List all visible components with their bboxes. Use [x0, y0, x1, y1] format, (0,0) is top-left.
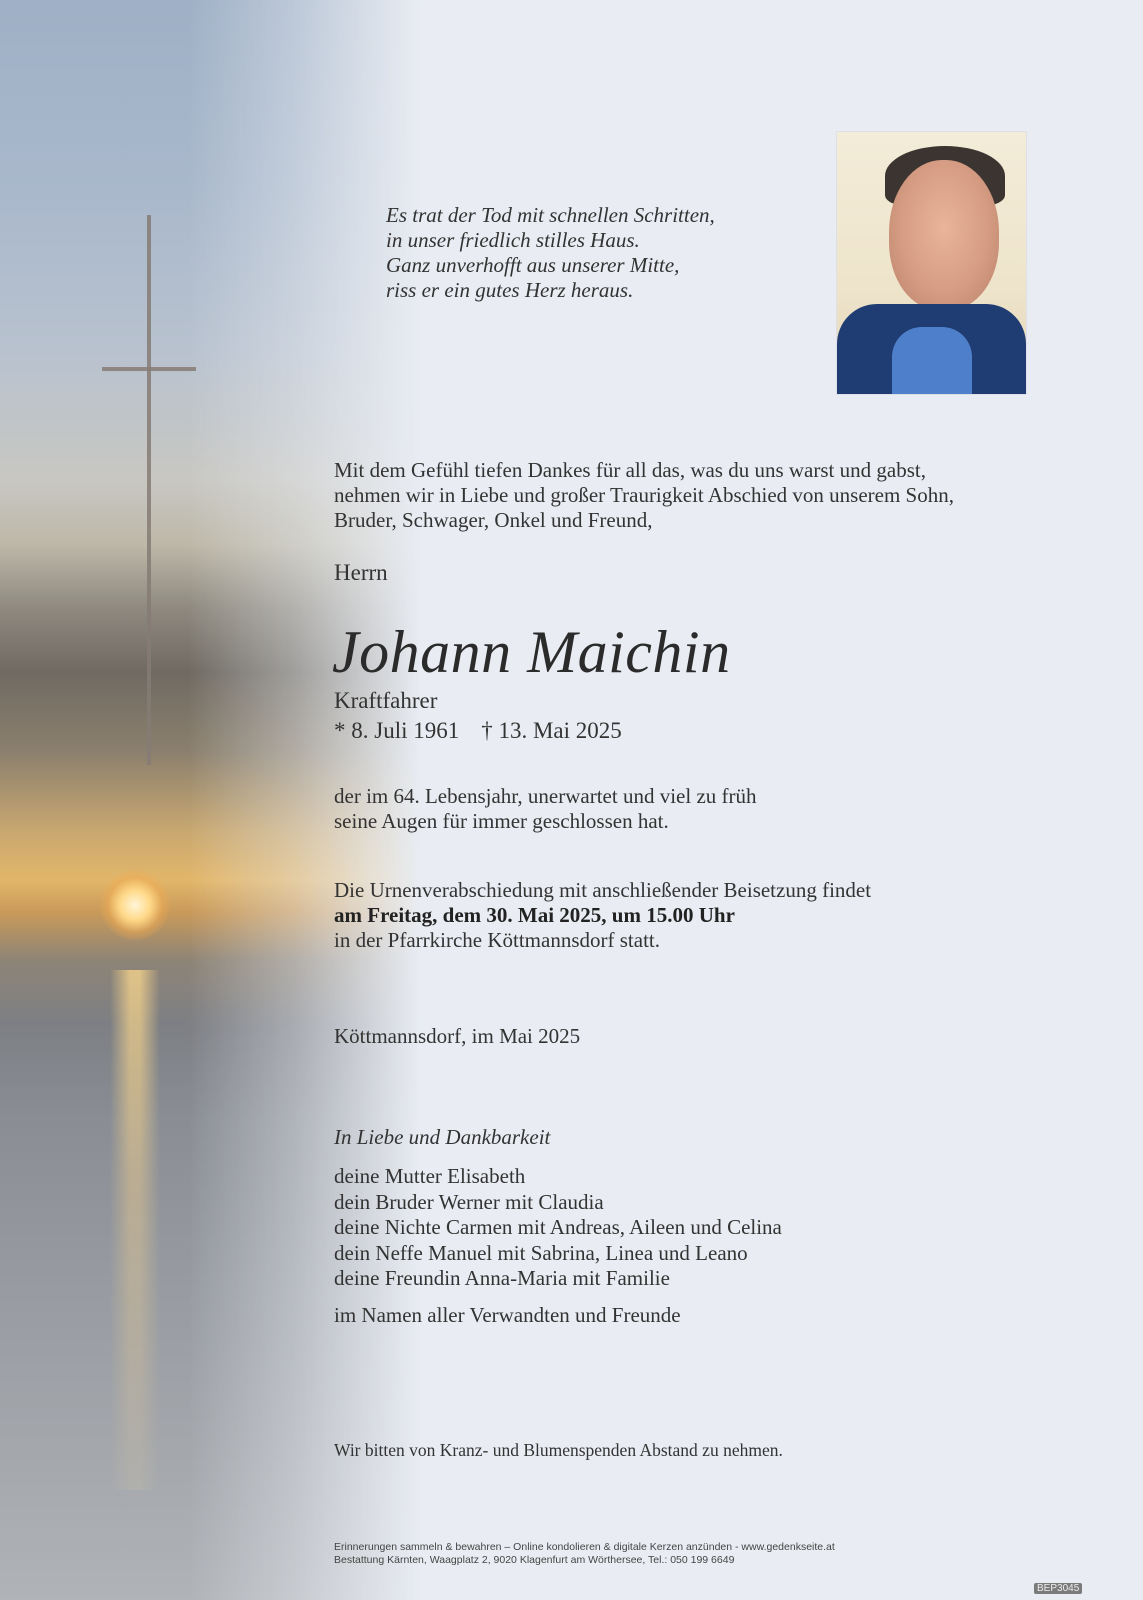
- life-dates: [334, 718, 622, 744]
- family-member: dein Bruder Werner mit Claudia: [334, 1189, 604, 1214]
- intro-line: nehmen wir in Liebe und großer Traurigkeit Abschied von unserem Sohn,: [334, 483, 954, 507]
- sun-reflection: [110, 970, 160, 1490]
- portrait-shirt: [892, 327, 972, 394]
- portrait-photo: [837, 132, 1026, 394]
- family-list: [334, 1164, 782, 1292]
- relatives-note: im Namen aller Verwandten und Freunde: [334, 1303, 681, 1327]
- deceased-name: Johann Maichin: [332, 619, 731, 685]
- life-line: seine Augen für immer geschlossen hat.: [334, 809, 669, 833]
- family-member: deine Mutter Elisabeth: [334, 1164, 526, 1188]
- poem-line: Es trat der Tod mit schnellen Schritten,: [386, 203, 715, 227]
- sun-glow: [100, 870, 170, 940]
- birth-date: * 8. Juli 1961: [334, 718, 460, 743]
- footer: [334, 1541, 835, 1567]
- cross-horizontal-bar: [102, 367, 196, 371]
- ceremony-info: [334, 878, 871, 953]
- life-line: der im 64. Lebensjahr, unerwartet und viel zu früh: [334, 784, 757, 808]
- intro-text: [334, 458, 954, 533]
- portrait-face: [889, 160, 999, 310]
- salutation: Herrn: [334, 560, 388, 585]
- intro-line: Bruder, Schwager, Onkel und Freund,: [334, 508, 653, 532]
- family-member: deine Freundin Anna-Maria mit Familie: [334, 1266, 670, 1290]
- family-member: deine Nichte Carmen mit Andreas, Aileen und Celina: [334, 1215, 782, 1239]
- ceremony-location: in der Pfarrkirche Köttmannsdorf statt.: [334, 928, 660, 952]
- footer-line: Erinnerungen sammeln & bewahren – Online kondolieren & digitale Kerzen anzünden - www.gedenkseite.at: [334, 1541, 835, 1553]
- flowers-note: Wir bitten von Kranz- und Blumenspenden Abstand zu nehmen.: [334, 1440, 783, 1460]
- place-date: Köttmannsdorf, im Mai 2025: [334, 1024, 581, 1048]
- poem: [386, 203, 715, 303]
- document-code: BEP3045: [1034, 1583, 1082, 1594]
- deceased-occupation: Kraftfahrer: [334, 688, 438, 713]
- closing-phrase: In Liebe und Dankbarkeit: [334, 1125, 551, 1149]
- poem-line: Ganz unverhofft aus unserer Mitte,: [386, 253, 680, 277]
- poem-line: in unser friedlich stilles Haus.: [386, 228, 640, 252]
- life-text: [334, 784, 757, 834]
- ceremony-line: Die Urnenverabschiedung mit anschließender Beisetzung findet: [334, 878, 872, 902]
- death-date: † 13. Mai 2025: [481, 718, 622, 743]
- family-member: dein Neffe Manuel mit Sabrina, Linea und Leano: [334, 1240, 748, 1265]
- cross-vertical-bar: [147, 215, 151, 765]
- poem-line: riss er ein gutes Herz heraus.: [386, 278, 634, 302]
- footer-line: Bestattung Kärnten, Waagplatz 2, 9020 Klagenfurt am Wörthersee, Tel.: 050 199 6649: [334, 1554, 735, 1566]
- intro-line: Mit dem Gefühl tiefen Dankes für all das, was du uns warst und gabst,: [334, 458, 926, 482]
- ceremony-date: am Freitag, dem 30. Mai 2025, um 15.00 Uhr: [334, 903, 735, 927]
